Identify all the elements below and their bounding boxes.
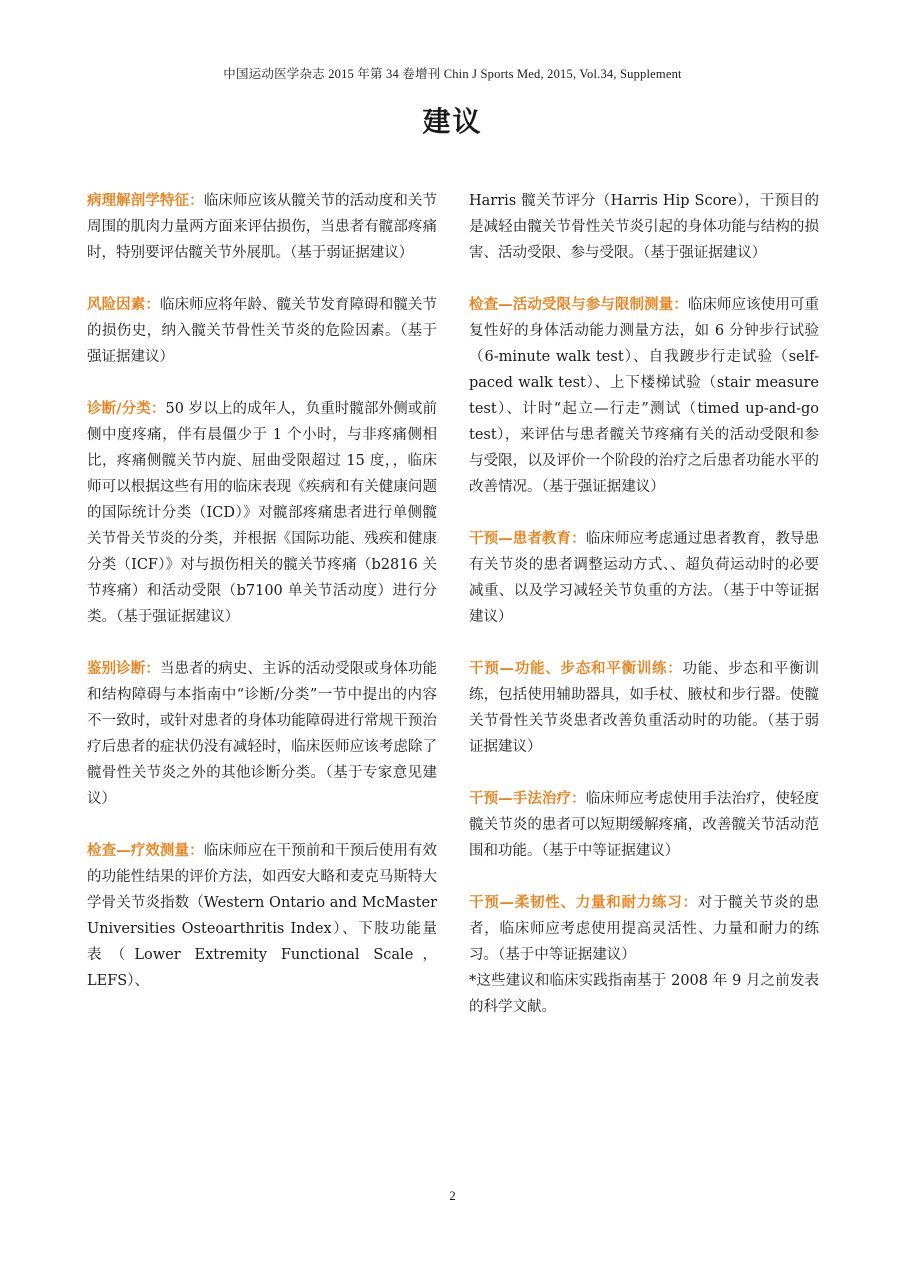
section-body: 功能、步态和平衡训练，包括使用辅助器具，如手杖、腋杖和步行器。使髋关节骨性关节炎患者改善负重活动时的功能。（基于弱证据建议） <box>469 661 819 755</box>
section-body: 临床师应考虑使用手法治疗，使轻度髋关节炎的患者可以短期缓解疼痛，改善髋关节活动范围和功能。（基于中等证据建议） <box>469 791 820 859</box>
section-body: 临床师应考虑通过患者教育，教导患有关节炎的患者调整运动方式、、超负荷运动时的必要减重、以及学习减轻关节负重的方法。（基于中等证据建议） <box>469 531 820 625</box>
section-body: 临床师应在干预前和干预后使用有效的功能性结果的评价方法，如西安大略和麦克马斯特大学骨关节炎指数（Western Ontario and McMaster Universities Osteoarthritis Index）、下肢功能量表（Lower Extremity Functional Scale，LEFS）、 <box>87 843 438 989</box>
page-number: 2 <box>449 1188 456 1203</box>
recommendation-flexibility-exercise <box>469 890 819 968</box>
section-body: 临床师应该使用可重复性好的身体活动能力测量方法，如 6 分钟步行试验（6-minute walk test）、自我踱步行走试验（self-paced walk test）、上下楼梯试验（stair measure test）、计时“起立—行走”测试（timed up-and-go test），来评估与患者髋关节疼痛有关的活动受限和参与受限，以及评价一个阶段的治疗之后患者功能水平的改善情况。（基于强证据建议） <box>469 297 820 495</box>
section-body: 50 岁以上的成年人，负重时髋部外侧或前侧中度疼痛，伴有晨僵少于 1 个小时，与非疼痛侧相比，疼痛侧髋关节内旋、屈曲受限超过 15 度，，临床师可以根据这些有用的临床表现《疾病和有关健康问题的国际统计分类（ICD）》对髋部疼痛患者进行单侧髋关节骨关节炎的分类，并根据《国际功能、残疾和健康分类（ICF）》对与损伤相关的髋关节疼痛（b2816 关节疼痛）和活动受限（b7100 单关节活动度）进行分类。（基于强证据建议） <box>87 401 437 625</box>
footnote: *这些建议和临床实践指南基于 2008 年 9 月之前发表的科学文献。 <box>469 973 819 1015</box>
section-heading: 鉴别诊断： <box>87 661 160 677</box>
recommendation-differential-diagnosis <box>87 656 437 812</box>
page-title: 建议 <box>422 105 483 138</box>
recommendation-patient-education <box>469 526 819 630</box>
section-heading: 检查—活动受限与参与限制测量： <box>469 297 688 313</box>
recommendation-gait-balance-training <box>469 656 819 760</box>
section-heading: 病理解剖学特征： <box>87 193 204 209</box>
section-heading: 干预—患者教育： <box>469 531 586 547</box>
recommendation-outcome-measures <box>87 838 437 994</box>
recommendation-outcome-measures-cont <box>469 188 819 266</box>
section-heading: 干预—手法治疗： <box>469 791 586 807</box>
section-heading: 干预—功能、步态和平衡训练： <box>469 661 683 677</box>
right-column <box>469 188 819 1020</box>
recommendation-diagnosis <box>87 396 437 630</box>
section-heading: 风险因素： <box>87 297 160 313</box>
section-body: 对于髋关节炎的患者，临床师应考虑使用提高灵活性、力量和耐力的练习。（基于中等证据建议） <box>469 895 819 963</box>
recommendation-activity-measures <box>469 292 819 500</box>
section-heading: 检查—疗效测量： <box>87 843 204 859</box>
section-body: Harris 髋关节评分（Harris Hip Score），干预目的是减轻由髋关节骨性关节炎引起的身体功能与结构的损害、活动受限、参与受限。（基于强证据建议） <box>469 193 819 261</box>
section-heading: 诊断/分类： <box>87 401 166 417</box>
recommendation-pathoanatomic <box>87 188 437 266</box>
running-header: 中国运动医学杂志 2015 年第 34 卷增刊 Chin J Sports Med, 2015, Vol.34, Supplement <box>223 67 682 81</box>
recommendation-manual-therapy <box>469 786 819 864</box>
section-body: 临床师应该从髋关节的活动度和关节周围的肌肉力量两方面来评估损伤，当患者有髋部疼痛时，特别要评估髋关节外展肌。（基于弱证据建议） <box>87 193 438 261</box>
recommendation-risk-factors <box>87 292 437 370</box>
section-body: 临床师应将年龄、髋关节发育障碍和髋关节的损伤史，纳入髋关节骨性关节炎的危险因素。（基于强证据建议） <box>87 297 438 365</box>
left-column <box>87 188 437 994</box>
section-body: 当患者的病史、主诉的活动受限或身体功能和结构障碍与本指南中“诊断/分类”一节中提出的内容不一致时，或针对患者的身体功能障碍进行常规干预治疗后患者的症状仍没有减轻时，临床医师应该考虑除了髋骨性关节炎之外的其他诊断分类。（基于专家意见建议） <box>87 661 438 807</box>
section-heading: 干预—柔韧性、力量和耐力练习： <box>469 895 698 911</box>
